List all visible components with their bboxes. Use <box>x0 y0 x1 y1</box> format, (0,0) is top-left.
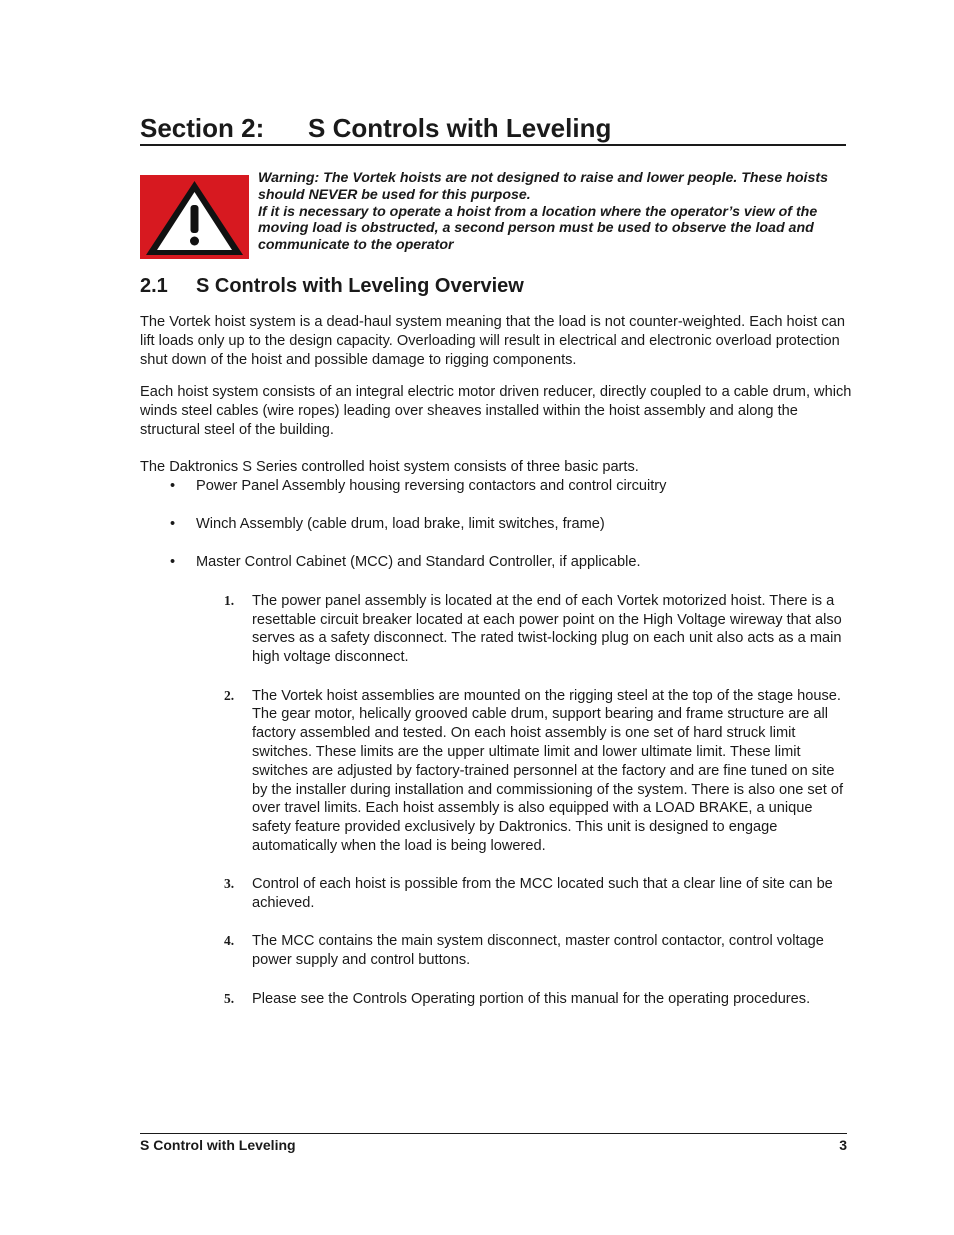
warning-text <box>258 170 850 254</box>
list-item <box>140 990 852 1009</box>
warning-triangle-icon <box>140 175 249 259</box>
list-item-text: The MCC contains the main system disconnect, master control contactor, control voltage power supply and control buttons. <box>252 933 824 969</box>
bullet-list <box>140 477 852 573</box>
numbered-list <box>140 592 852 1009</box>
section-title-text: S Controls with Leveling <box>308 113 612 143</box>
subsection-number: 2.1 <box>140 275 168 297</box>
list-item <box>140 875 852 913</box>
item-number: 1. <box>224 592 235 608</box>
list-item-text: Power Panel Assembly housing reversing contactors and control circuitry <box>196 477 667 494</box>
list-item-text: Control of each hoist is possible from the MCC located such that a clear line of site can be achieved. <box>252 876 833 912</box>
list-item <box>140 477 852 496</box>
list-item-text: Master Control Cabinet (MCC) and Standard Controller, if applicable. <box>196 554 641 571</box>
warning-line-2: If it is necessary to operate a hoist from a location where the operator’s view of the moving load is obstructed, a second person must be used to observe the load and communicate to the operator <box>258 203 818 254</box>
section-title <box>140 112 846 146</box>
warning-triangle-svg <box>140 175 249 259</box>
list-item <box>140 687 852 856</box>
list-item <box>140 515 852 534</box>
paragraph: Each hoist system consists of an integral electric motor driven reducer, directly coupled to a cable drum, which winds steel cables (wire ropes) leading over sheaves installed within the hoist assembly and along the structural steel of the building. <box>140 384 852 438</box>
subsection-title <box>140 274 524 298</box>
bullet-icon: • <box>170 554 176 571</box>
list-item-text: The Vortek hoist assemblies are mounted on the rigging steel at the top of the stage house. The gear motor, helically grooved cable drum, support bearing and frame structure are all factory assembled and tested. On each hoist assembly is one set of hard struck limit switches. These limits are the upper ultimate limit and lower ultimate limit. These limit switches are adjusted by factory-trained personnel at the factory and are fine tuned on site by the installer during installation and commissioning of the system. There is also one set of over travel limits. Each hoist assembly is also equipped with a LOAD BRAKE, a unique safety feature provided exclusively by Daktronics. This unit is designed to engage automatically when the load is being lowered. <box>252 687 844 854</box>
section-number: Section 2: <box>140 113 265 143</box>
subsection-title-text: S Controls with Leveling Overview <box>196 275 524 297</box>
list-item <box>140 553 852 572</box>
footer-title: S Control with Leveling <box>140 1137 296 1153</box>
item-number: 3. <box>224 876 235 892</box>
list-item-text: The power panel assembly is located at the end of each Vortek motorized hoist. There is a resettable circuit breaker located at each power point on the High Voltage wireway that also serves as a safety disconnect. The rated twist-locking plug on each unit also acts as a main high voltage disconnect. <box>252 592 842 666</box>
page-number: 3 <box>839 1137 847 1153</box>
bullet-icon: • <box>170 515 176 532</box>
warning-line-1: Warning: The Vortek hoists are not designed to raise and lower people. These hoists should NEVER be used for this purpose. <box>258 170 828 203</box>
paragraph: The Daktronics S Series controlled hoist system consists of three basic parts. <box>140 458 639 475</box>
item-number: 4. <box>224 933 235 949</box>
body-content <box>140 313 852 1028</box>
list-item <box>140 592 852 667</box>
list-item-text: Winch Assembly (cable drum, load brake, limit switches, frame) <box>196 515 605 532</box>
bullet-icon: • <box>170 477 176 494</box>
list-item-text: Please see the Controls Operating portion of this manual for the operating procedures. <box>252 990 811 1007</box>
paragraph: The Vortek hoist system is a dead-haul system meaning that the load is not counter-weighted. Each hoist can lift loads only up to the design capacity. Overloading will result in electrical and electronic overload protection shut down of the hoist and possible damage to rigging components. <box>140 314 845 368</box>
item-number: 2. <box>224 687 235 703</box>
list-item <box>140 932 852 970</box>
footer-divider <box>140 1133 847 1134</box>
item-number: 5. <box>224 990 235 1006</box>
